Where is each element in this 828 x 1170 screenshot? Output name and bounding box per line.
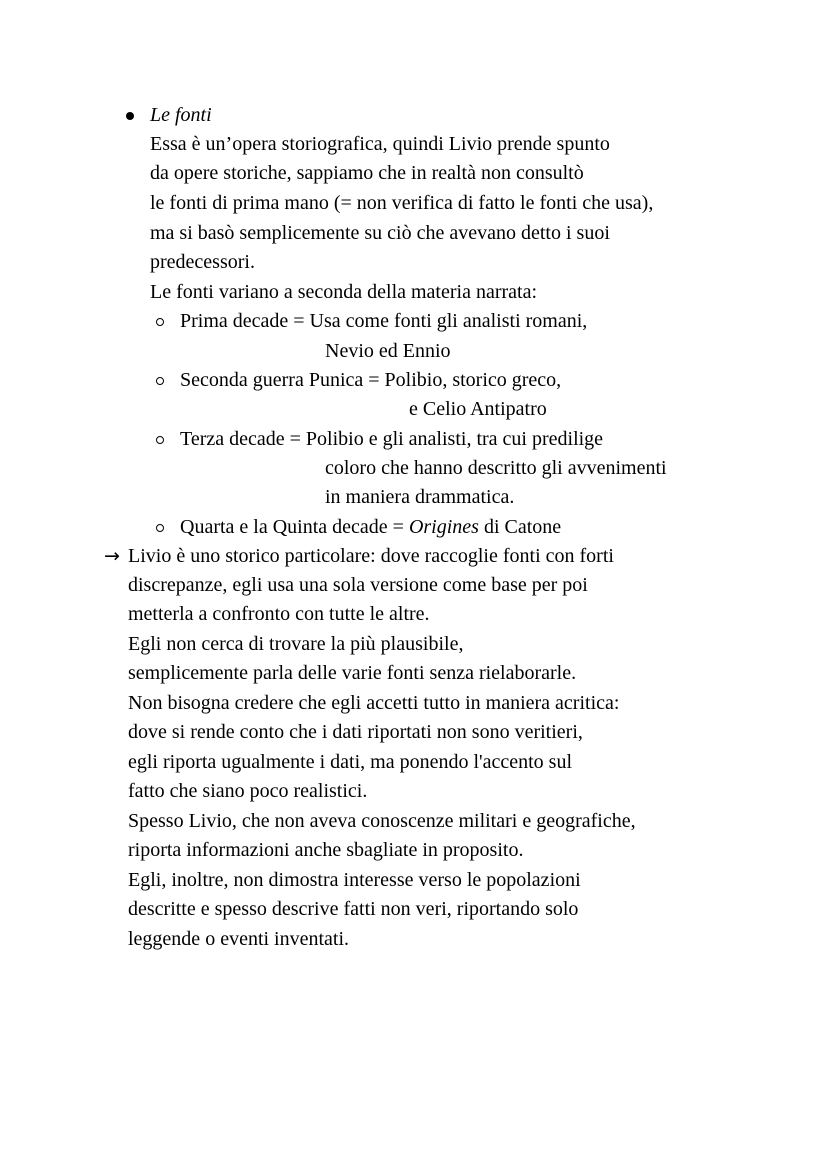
conclusion-line: dove si rende conto che i dati riportati non sono veritieri, [128, 721, 583, 743]
sub-bullet-icon [156, 318, 164, 326]
section-title: Le fonti [150, 104, 212, 126]
intro-line: predecessori. [150, 251, 255, 273]
sub-bullet-icon [156, 377, 164, 385]
subitem-continuation: in maniera drammatica. [325, 486, 515, 508]
bullet-icon [126, 112, 134, 120]
conclusion-line: Egli, inoltre, non dimostra interesse verso le popolazioni [128, 869, 581, 891]
intro-line: da opere storiche, sappiamo che in realtà non consultò [150, 162, 584, 184]
conclusion-line: Livio è uno storico particolare: dove raccoglie fonti con forti [128, 545, 614, 567]
conclusion-line: Non bisogna credere che egli accetti tutto in maniera acritica: [128, 692, 620, 714]
subitem-prima-decade: Prima decade = Usa come fonti gli analisti romani, [180, 310, 588, 332]
subitem-continuation: e Celio Antipatro [409, 398, 547, 420]
conclusion-line: leggende o eventi inventati. [128, 928, 350, 950]
conclusion-line: Spesso Livio, che non aveva conoscenze militari e geografiche, [128, 810, 636, 832]
conclusion-line: discrepanze, egli usa una sola versione come base per poi [128, 574, 588, 596]
subitem-terza-decade: Terza decade = Polibio e gli analisti, tra cui predilige [180, 428, 604, 450]
conclusion-line: fatto che siano poco realistici. [128, 780, 368, 802]
intro-line: le fonti di prima mano (= non verifica di fatto le fonti che usa), [150, 192, 654, 214]
subitem-quarta-quinta: Quarta e la Quinta decade = Origines di Catone [180, 516, 562, 538]
intro-line: Le fonti variano a seconda della materia narrata: [150, 281, 538, 303]
intro-line: Essa è un’opera storiografica, quindi Livio prende spunto [150, 133, 610, 155]
intro-line: ma si basò semplicemente su ciò che avevano detto i suoi [150, 222, 610, 244]
sub-bullet-icon [156, 524, 164, 532]
conclusion-line: metterla a confronto con tutte le altre. [128, 603, 430, 625]
conclusion-line: Egli non cerca di trovare la più plausibile, [128, 633, 464, 655]
arrow-right-icon: → [104, 545, 120, 567]
conclusion-line: riporta informazioni anche sbagliate in proposito. [128, 839, 524, 861]
subitem-continuation: coloro che hanno descritto gli avvenimenti [325, 457, 667, 479]
conclusion-line: egli riporta ugualmente i dati, ma ponendo l'accento sul [128, 751, 573, 773]
conclusion-line: descritte e spesso descrive fatti non veri, riportando solo [128, 898, 579, 920]
subitem-continuation: Nevio ed Ennio [325, 340, 451, 362]
sub-bullet-icon [156, 436, 164, 444]
subitem-seconda-guerra: Seconda guerra Punica = Polibio, storico greco, [180, 369, 562, 391]
conclusion-line: semplicemente parla delle varie fonti senza rielaborarle. [128, 662, 577, 684]
